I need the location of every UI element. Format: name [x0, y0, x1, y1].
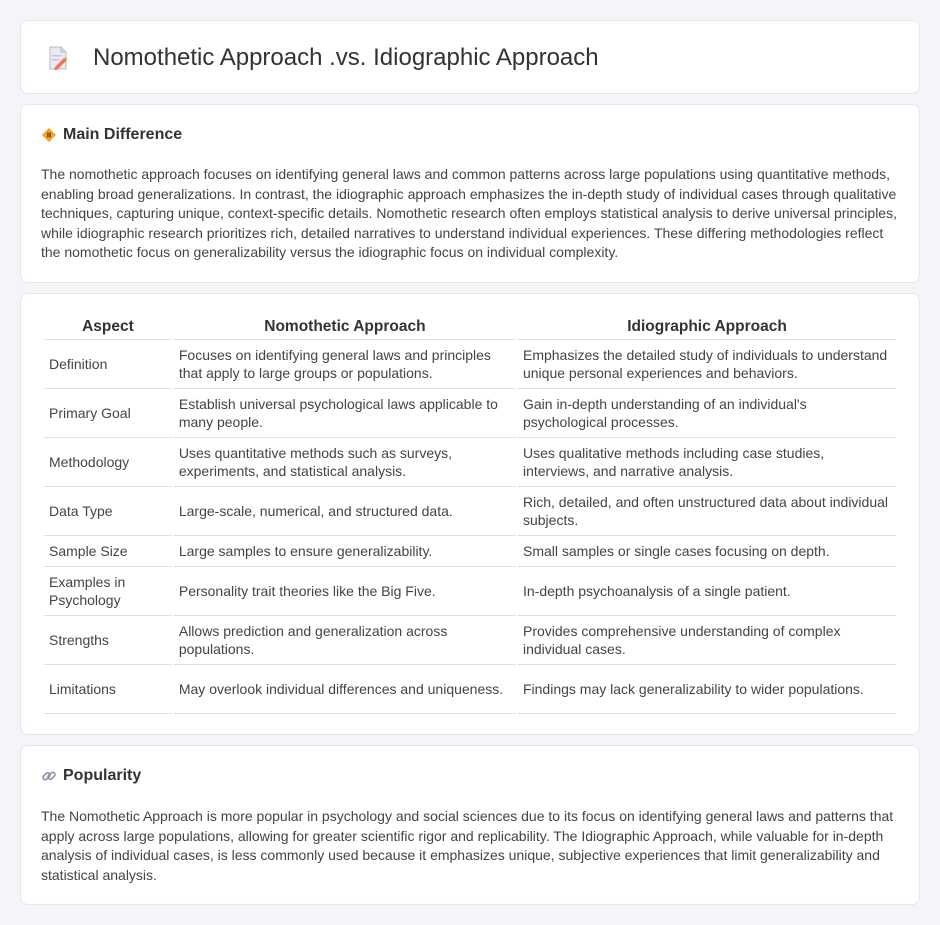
- idiographic-cell: Small samples or single cases focusing on depth.: [518, 536, 896, 567]
- idiographic-cell: Provides comprehensive understanding of complex individual cases.: [518, 616, 896, 665]
- diamond-sign-icon: [41, 127, 57, 143]
- idiographic-cell: Gain in-depth understanding of an individual's psychological processes.: [518, 389, 896, 438]
- table-row: [44, 665, 896, 714]
- idiographic-cell: Rich, detailed, and often unstructured data about individual subjects.: [518, 487, 896, 536]
- nomothetic-cell: Large-scale, numerical, and structured data.: [174, 487, 516, 536]
- main-difference-heading: [41, 126, 182, 144]
- aspect-cell: Sample Size: [44, 536, 172, 567]
- comparison-card: [20, 293, 920, 735]
- aspect-cell: Primary Goal: [44, 389, 172, 438]
- idiographic-cell: Findings may lack generalizability to wider populations.: [518, 665, 896, 714]
- table-row: [44, 340, 896, 389]
- popularity-card: [20, 745, 920, 905]
- popularity-text: The Nomothetic Approach is more popular in psychology and social sciences due to its focus on identifying general laws and patterns that apply across large populations, allowing for greater scientific rigor and replicability. The Idiographic Approach, while valuable for in-depth analysis of individual cases, is less commonly used because it emphasizes unique, subjective experiences that limit generalizability and statistical analysis.: [41, 808, 894, 883]
- header-idiographic: Idiographic Approach: [518, 316, 896, 340]
- aspect-cell: Definition: [44, 340, 172, 389]
- table-row: [44, 536, 896, 567]
- idiographic-cell: In-depth psychoanalysis of a single patient.: [518, 567, 896, 616]
- nomothetic-cell: Uses quantitative methods such as surveys, experiments, and statistical analysis.: [174, 438, 516, 487]
- popularity-title: Popularity: [63, 767, 142, 784]
- main-difference-card: [20, 104, 920, 283]
- nomothetic-cell: Personality trait theories like the Big Five.: [174, 567, 516, 616]
- table-row: [44, 616, 896, 665]
- table-row: [44, 487, 896, 536]
- comparison-table: [42, 316, 898, 714]
- idiographic-cell: Uses qualitative methods including case studies, interviews, and narrative analysis.: [518, 438, 896, 487]
- header-card: [20, 20, 920, 94]
- header-aspect: Aspect: [44, 316, 172, 340]
- aspect-cell: Strengths: [44, 616, 172, 665]
- document-pencil-icon: [47, 45, 69, 71]
- table-row: [44, 389, 896, 438]
- table-header-row: [44, 316, 896, 340]
- aspect-cell: Examples in Psychology: [44, 567, 172, 616]
- aspect-cell: Methodology: [44, 438, 172, 487]
- nomothetic-cell: May overlook individual differences and uniqueness.: [174, 665, 516, 714]
- idiographic-cell: Emphasizes the detailed study of individuals to understand unique personal experiences and behaviors.: [518, 340, 896, 389]
- table-row: [44, 567, 896, 616]
- main-difference-title: Main Difference: [63, 126, 183, 143]
- link-icon: [41, 768, 57, 784]
- table-row: [44, 438, 896, 487]
- nomothetic-cell: Allows prediction and generalization across populations.: [174, 616, 516, 665]
- nomothetic-cell: Focuses on identifying general laws and principles that apply to large groups or populations.: [174, 340, 516, 389]
- aspect-cell: Limitations: [44, 665, 172, 714]
- nomothetic-cell: Establish universal psychological laws applicable to many people.: [174, 389, 516, 438]
- nomothetic-cell: Large samples to ensure generalizability.: [174, 536, 516, 567]
- popularity-heading: [41, 767, 141, 785]
- main-difference-text: The nomothetic approach focuses on identifying general laws and common patterns across large populations using quantitative methods, enabling broad generalizations. In contrast, the idiographic approach emphasizes the in-depth study of individual cases through qualitative techniques, capturing unique, context-specific details. Nomothetic research often employs statistical analysis to derive universal principles, while idiographic research prioritizes rich, detailed narratives to understand individual experiences. These differing methodologies reflect the nomothetic focus on generalizability versus the idiographic focus on individual complexity.: [41, 166, 897, 260]
- header-nomothetic: Nomothetic Approach: [174, 316, 516, 340]
- page-title: Nomothetic Approach .vs. Idiographic Approach: [93, 44, 599, 71]
- aspect-cell: Data Type: [44, 487, 172, 536]
